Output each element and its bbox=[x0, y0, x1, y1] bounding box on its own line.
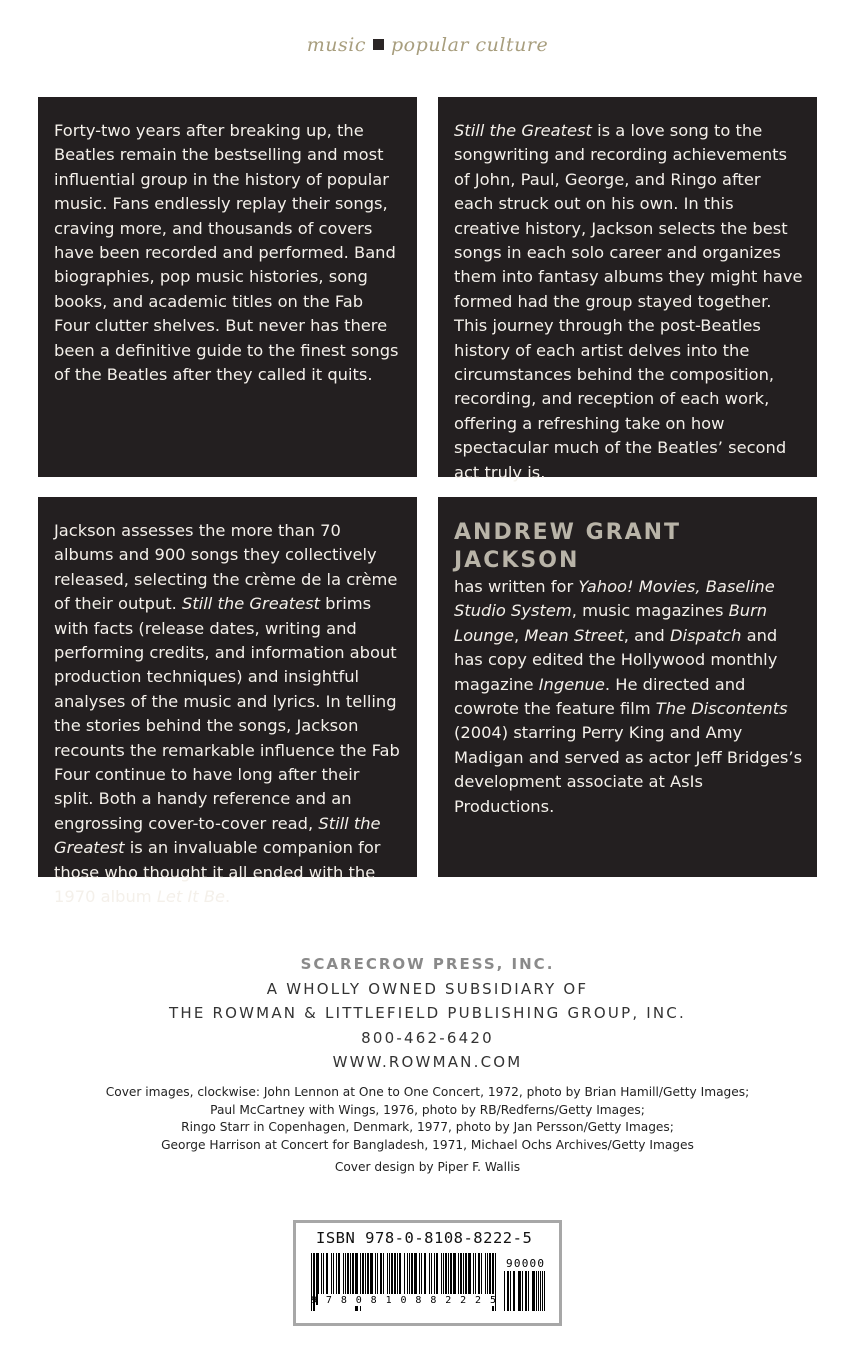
square-separator-icon bbox=[373, 39, 384, 50]
addon-bar bbox=[544, 1271, 545, 1311]
bio-text: has written for bbox=[454, 577, 579, 596]
publisher-subsidiary: A WHOLLY OWNED SUBSIDIARY OF bbox=[266, 979, 589, 998]
author-name: ANDREW GRANT JACKSON bbox=[454, 520, 682, 573]
book-title: Still the Greatest bbox=[454, 121, 592, 140]
addon-bar bbox=[507, 1271, 509, 1311]
details-text: is an invaluable companion for those who thought it all ended with the 1970 album bbox=[54, 838, 381, 907]
category-heading bbox=[0, 34, 855, 56]
publisher-parent: THE ROWMAN & LITTLEFIELD PUBLISHING GROUP, INC. bbox=[169, 1004, 686, 1022]
intro-text-box bbox=[38, 97, 417, 477]
addon-bar bbox=[540, 1271, 541, 1311]
book-summary-box bbox=[438, 97, 817, 482]
publication-title: Dispatch bbox=[669, 625, 742, 645]
addon-bar bbox=[542, 1271, 543, 1311]
credit-line: Paul McCartney with Wings, 1976, photo by RB/Redferns/Getty Images; bbox=[210, 1102, 645, 1117]
film-title: The Discontents bbox=[655, 699, 788, 719]
credit-line: George Harrison at Concert for Bangladesh, 1971, Michael Ochs Archives/Getty Images bbox=[161, 1137, 694, 1152]
publisher-website: WWW.ROWMAN.COM bbox=[332, 1053, 523, 1071]
publisher-name: SCARECROW PRESS, INC. bbox=[300, 955, 555, 973]
book-title: Still the Greatest bbox=[54, 813, 381, 858]
cover-design-credit: Cover design by Piper F. Wallis bbox=[334, 1160, 521, 1174]
addon-bar bbox=[518, 1271, 521, 1311]
details-paragraph bbox=[54, 519, 403, 910]
details-text: Jackson assesses the more than 70 albums and 900 songs they collectively released, selecting the crème de la crème of their output. bbox=[54, 521, 398, 614]
category-music: music bbox=[306, 34, 367, 56]
cover-image-credits bbox=[0, 1084, 855, 1154]
addon-digits: 90000 bbox=[506, 1257, 544, 1270]
ean-digits: 9780810882225 bbox=[311, 1295, 496, 1306]
summary-text: is a love song to the songwriting and recording achievements of John, Paul, George, and Ringo after each struck out on his own. In this creative history, Jackson selects the best songs in each solo career and organizes them into fantasy albums they might have formed had the group stayed together. This journey through the post-Beatles history of each artist delves into the circumstances behind the composition, recording, and reception of each work, offering a refreshing take on how spectacular much of the Beatles’ second act truly is. bbox=[454, 121, 803, 482]
author-bio bbox=[454, 575, 803, 819]
addon-bar bbox=[528, 1271, 529, 1311]
album-title: Let It Be bbox=[156, 887, 226, 907]
publication-title: Mean Street bbox=[524, 625, 624, 645]
bio-text: , and bbox=[623, 625, 670, 645]
bio-text: , bbox=[514, 625, 525, 645]
bio-text: , music magazines bbox=[571, 601, 729, 621]
author-bio-box bbox=[438, 497, 817, 877]
addon-bar bbox=[536, 1271, 537, 1311]
isbn-barcode-block bbox=[293, 1220, 562, 1326]
publication-title: Yahoo! Movies, Baseline Studio System bbox=[454, 577, 775, 621]
addon-bar bbox=[538, 1271, 539, 1311]
publisher-phone: 800-462-6420 bbox=[361, 1028, 494, 1047]
details-text: . bbox=[225, 887, 231, 907]
credit-line: Ringo Starr in Copenhagen, Denmark, 1977, photo by Jan Persson/Getty Images; bbox=[181, 1120, 674, 1134]
bio-text: and has copy edited the Hollywood monthly magazine bbox=[454, 625, 778, 694]
publisher-info bbox=[0, 952, 855, 1075]
addon-bar bbox=[532, 1271, 535, 1311]
barcode-icon bbox=[296, 1223, 559, 1323]
book-title: Still the Greatest bbox=[182, 594, 320, 614]
book-details-box bbox=[38, 497, 417, 907]
summary-paragraph bbox=[454, 119, 803, 485]
intro-paragraph: Forty-two years after breaking up, the Beatles remain the bestselling and most influential group in the history of popular music. Fans endlessly replay their songs, craving more, and thousands of covers have been recorded and performed. Band biographies, pop music histories, song books, and academic titles on the Fab Four clutter shelves. But never has there been a definitive guide to the finest songs of the Beatles after they called it quits. bbox=[54, 121, 399, 385]
bio-text: (2004) starring Perry King and Amy Madigan and served as actor Jeff Bridges’s development associate at AsIs Productions. bbox=[454, 723, 803, 816]
details-text: brims with facts (release dates, writing and performing credits, and information about production techniques) and insightful analyses of the music and lyrics. In telling the stories behind the songs, Jackson recounts the remarkable influence the Fab Four continue to have long after their split. Both a handy reference and an engrossing cover-to-cover read, bbox=[54, 594, 400, 833]
credit-line: Cover images, clockwise: John Lennon at One to One Concert, 1972, photo by Brian Hamill/Getty Images; bbox=[105, 1085, 750, 1099]
addon-bar bbox=[510, 1271, 511, 1311]
addon-bar bbox=[525, 1271, 527, 1311]
publication-title: Ingenue bbox=[538, 674, 605, 694]
addon-bar bbox=[504, 1271, 505, 1311]
category-popular-culture: popular culture bbox=[391, 34, 549, 56]
addon-bar bbox=[522, 1271, 523, 1311]
isbn-label: ISBN 978-0-8108-8222-5 bbox=[316, 1229, 533, 1247]
addon-bar bbox=[513, 1271, 515, 1311]
publication-title: Burn Lounge bbox=[454, 601, 768, 645]
bio-text: . He directed and cowrote the feature film bbox=[454, 674, 746, 719]
